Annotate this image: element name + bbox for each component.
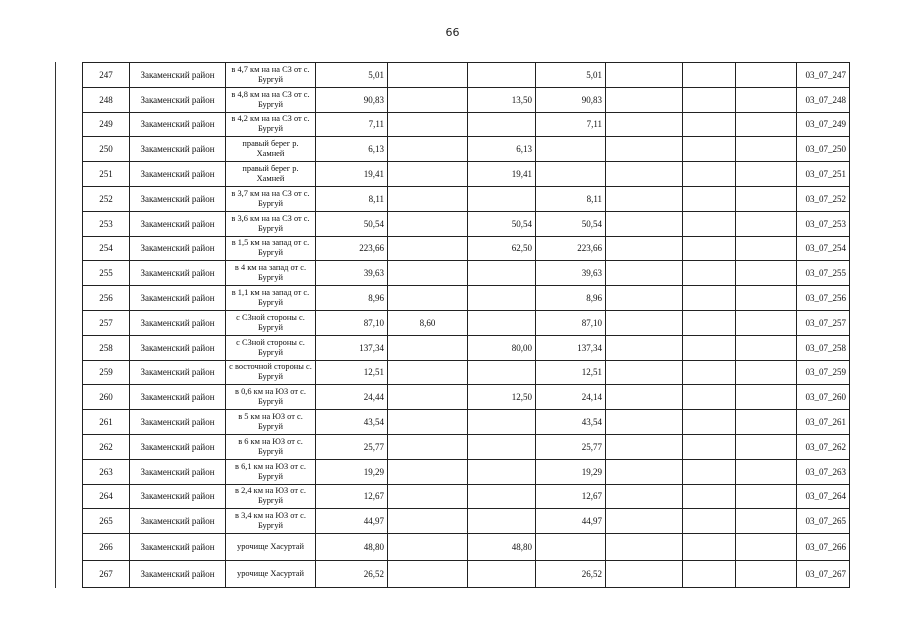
district-cell: Закаменский район [130,236,226,261]
area-col-c-cell: 50,54 [536,211,606,236]
district-cell: Закаменский район [130,360,226,385]
plot-code-cell: 03_07_258 [797,335,850,360]
district-cell: Закаменский район [130,410,226,435]
area-col-c-cell: 8,11 [536,186,606,211]
total-area-cell: 223,66 [316,236,388,261]
total-area-cell: 26,52 [316,561,388,588]
row-number: 250 [83,137,130,162]
area-col-f-cell [736,385,797,410]
area-col-f-cell [736,410,797,435]
area-col-a-cell: 8,60 [388,310,468,335]
area-col-b-cell [468,360,536,385]
location-cell: в 1,1 км на запад от с. Бургуй [226,286,316,311]
table-row [83,434,850,459]
table-row [83,410,850,435]
area-col-b-cell [468,310,536,335]
area-col-c-cell: 19,29 [536,459,606,484]
row-number: 257 [83,310,130,335]
area-col-a-cell [388,335,468,360]
area-col-e-cell [683,310,736,335]
area-col-d-cell [606,186,683,211]
area-col-d-cell [606,434,683,459]
total-area-cell: 137,34 [316,335,388,360]
table-row [83,211,850,236]
area-col-e-cell [683,459,736,484]
area-col-e-cell [683,410,736,435]
row-number: 254 [83,236,130,261]
plot-code-cell: 03_07_249 [797,112,850,137]
plot-code-cell: 03_07_252 [797,186,850,211]
area-col-d-cell [606,261,683,286]
district-cell: Закаменский район [130,561,226,588]
area-col-e-cell [683,484,736,509]
area-col-e-cell [683,561,736,588]
table-row [83,310,850,335]
area-col-b-cell: 80,00 [468,335,536,360]
area-col-b-cell [468,434,536,459]
table-row [83,286,850,311]
location-cell: в 4 км на запад от с. Бургуй [226,261,316,286]
area-col-b-cell: 6,13 [468,137,536,162]
area-col-a-cell [388,236,468,261]
district-cell: Закаменский район [130,534,226,561]
area-col-f-cell [736,335,797,360]
table-row [83,459,850,484]
total-area-cell: 43,54 [316,410,388,435]
district-cell: Закаменский район [130,87,226,112]
area-col-b-cell [468,63,536,88]
area-col-a-cell [388,410,468,435]
area-col-b-cell [468,261,536,286]
table-row [83,186,850,211]
area-col-f-cell [736,236,797,261]
row-number: 253 [83,211,130,236]
area-col-c-cell: 43,54 [536,410,606,435]
row-number: 251 [83,162,130,187]
table-row [83,87,850,112]
area-col-c-cell: 12,67 [536,484,606,509]
total-area-cell: 44,97 [316,509,388,534]
area-col-a-cell [388,360,468,385]
area-col-b-cell [468,112,536,137]
total-area-cell: 7,11 [316,112,388,137]
total-area-cell: 87,10 [316,310,388,335]
area-col-f-cell [736,459,797,484]
area-col-d-cell [606,360,683,385]
plot-code-cell: 03_07_264 [797,484,850,509]
area-col-d-cell [606,87,683,112]
area-col-a-cell [388,63,468,88]
area-col-c-cell: 44,97 [536,509,606,534]
district-cell: Закаменский район [130,385,226,410]
area-col-c-cell: 90,83 [536,87,606,112]
plot-code-cell: 03_07_248 [797,87,850,112]
area-col-b-cell: 62,50 [468,236,536,261]
area-col-e-cell [683,162,736,187]
area-col-b-cell [468,561,536,588]
area-col-c-cell [536,162,606,187]
table-row [83,360,850,385]
area-col-a-cell [388,261,468,286]
location-cell: в 3,7 км на на СЗ от с. Бургуй [226,186,316,211]
area-col-f-cell [736,434,797,459]
district-cell: Закаменский район [130,310,226,335]
area-col-d-cell [606,385,683,410]
row-number: 265 [83,509,130,534]
total-area-cell: 12,51 [316,360,388,385]
area-col-d-cell [606,63,683,88]
area-col-f-cell [736,310,797,335]
district-cell: Закаменский район [130,459,226,484]
total-area-cell: 50,54 [316,211,388,236]
district-cell: Закаменский район [130,63,226,88]
total-area-cell: 19,29 [316,459,388,484]
area-col-e-cell [683,434,736,459]
plot-code-cell: 03_07_261 [797,410,850,435]
area-col-b-cell [468,509,536,534]
area-col-a-cell [388,561,468,588]
area-col-d-cell [606,310,683,335]
location-cell: в 2,4 км на ЮЗ от с. Бургуй [226,484,316,509]
area-col-f-cell [736,162,797,187]
district-cell: Закаменский район [130,112,226,137]
area-col-f-cell [736,286,797,311]
total-area-cell: 48,80 [316,534,388,561]
plot-code-cell: 03_07_266 [797,534,850,561]
area-col-e-cell [683,385,736,410]
area-col-f-cell [736,137,797,162]
area-col-e-cell [683,236,736,261]
area-col-e-cell [683,335,736,360]
plot-code-cell: 03_07_265 [797,509,850,534]
area-col-b-cell: 48,80 [468,534,536,561]
area-col-b-cell [468,186,536,211]
area-col-b-cell: 13,50 [468,87,536,112]
location-cell: урочище Хасуртай [226,561,316,588]
location-cell: в 4,8 км на на СЗ от с. Бургуй [226,87,316,112]
area-col-d-cell [606,534,683,561]
total-area-cell: 8,11 [316,186,388,211]
plot-code-cell: 03_07_260 [797,385,850,410]
district-cell: Закаменский район [130,434,226,459]
plot-code-cell: 03_07_257 [797,310,850,335]
area-col-a-cell [388,186,468,211]
district-cell: Закаменский район [130,186,226,211]
area-col-a-cell [388,509,468,534]
row-number: 248 [83,87,130,112]
area-col-b-cell: 12,50 [468,385,536,410]
row-number: 247 [83,63,130,88]
total-area-cell: 39,63 [316,261,388,286]
area-col-f-cell [736,360,797,385]
plot-code-cell: 03_07_254 [797,236,850,261]
total-area-cell: 25,77 [316,434,388,459]
district-cell: Закаменский район [130,484,226,509]
area-col-f-cell [736,186,797,211]
area-col-e-cell [683,360,736,385]
location-cell: урочище Хасуртай [226,534,316,561]
area-col-d-cell [606,286,683,311]
area-col-a-cell [388,286,468,311]
location-cell: в 1,5 км на запад от с. Бургуй [226,236,316,261]
location-cell: в 0,6 км на ЮЗ от с. Бургуй [226,385,316,410]
area-col-e-cell [683,186,736,211]
district-cell: Закаменский район [130,162,226,187]
row-number: 266 [83,534,130,561]
area-col-a-cell [388,137,468,162]
location-cell: в 3,6 км на на СЗ от с. Бургуй [226,211,316,236]
plot-code-cell: 03_07_259 [797,360,850,385]
area-col-f-cell [736,211,797,236]
row-number: 258 [83,335,130,360]
area-col-f-cell [736,534,797,561]
area-col-c-cell: 12,51 [536,360,606,385]
area-col-e-cell [683,112,736,137]
table-row [83,112,850,137]
total-area-cell: 24,44 [316,385,388,410]
district-cell: Закаменский район [130,211,226,236]
location-cell: с СЗной стороны с. Бургуй [226,310,316,335]
row-number: 263 [83,459,130,484]
table-row [83,162,850,187]
table-row [83,137,850,162]
area-col-e-cell [683,87,736,112]
area-col-a-cell [388,459,468,484]
area-col-f-cell [736,63,797,88]
page-number: 66 [445,26,460,39]
location-cell: в 5 км на ЮЗ от с. Бургуй [226,410,316,435]
area-col-a-cell [388,87,468,112]
total-area-cell: 5,01 [316,63,388,88]
area-col-d-cell [606,236,683,261]
area-col-d-cell [606,561,683,588]
location-cell: правый берег р. Хамней [226,137,316,162]
location-cell: с СЗной стороны с. Бургуй [226,335,316,360]
row-number: 259 [83,360,130,385]
location-cell: в 3,4 км на ЮЗ от с. Бургуй [226,509,316,534]
area-col-b-cell [468,484,536,509]
area-col-d-cell [606,162,683,187]
district-cell: Закаменский район [130,137,226,162]
area-col-c-cell: 25,77 [536,434,606,459]
area-col-d-cell [606,484,683,509]
area-col-d-cell [606,410,683,435]
area-col-c-cell [536,534,606,561]
table-row [83,335,850,360]
area-col-c-cell: 5,01 [536,63,606,88]
area-col-e-cell [683,137,736,162]
area-col-c-cell: 24,14 [536,385,606,410]
total-area-cell: 90,83 [316,87,388,112]
plot-code-cell: 03_07_263 [797,459,850,484]
row-number: 267 [83,561,130,588]
area-col-a-cell [388,385,468,410]
location-cell: в 6 км на ЮЗ от с. Бургуй [226,434,316,459]
row-number: 255 [83,261,130,286]
row-number: 256 [83,286,130,311]
location-cell: с восточной стороны с. Бургуй [226,360,316,385]
area-col-f-cell [736,484,797,509]
area-col-a-cell [388,162,468,187]
area-col-c-cell: 39,63 [536,261,606,286]
area-col-d-cell [606,137,683,162]
district-cell: Закаменский район [130,509,226,534]
plot-code-cell: 03_07_251 [797,162,850,187]
row-number: 264 [83,484,130,509]
area-col-f-cell [736,87,797,112]
area-col-b-cell: 50,54 [468,211,536,236]
district-cell: Закаменский район [130,286,226,311]
area-col-f-cell [736,261,797,286]
area-col-d-cell [606,112,683,137]
table-row [83,561,850,588]
area-col-a-cell [388,112,468,137]
location-cell: в 4,2 км на на СЗ от с. Бургуй [226,112,316,137]
area-col-e-cell [683,509,736,534]
district-cell: Закаменский район [130,335,226,360]
area-col-a-cell [388,484,468,509]
area-col-e-cell [683,211,736,236]
area-col-b-cell [468,410,536,435]
location-cell: правый берег р. Хамней [226,162,316,187]
area-col-b-cell: 19,41 [468,162,536,187]
area-col-d-cell [606,335,683,360]
area-col-c-cell: 7,11 [536,112,606,137]
area-col-d-cell [606,509,683,534]
total-area-cell: 8,96 [316,286,388,311]
area-col-a-cell [388,534,468,561]
area-col-b-cell [468,286,536,311]
district-cell: Закаменский район [130,261,226,286]
area-col-f-cell [736,561,797,588]
area-col-f-cell [736,509,797,534]
table-row [83,484,850,509]
plot-code-cell: 03_07_253 [797,211,850,236]
area-col-c-cell: 87,10 [536,310,606,335]
area-col-d-cell [606,211,683,236]
area-col-a-cell [388,434,468,459]
area-col-e-cell [683,286,736,311]
row-number: 252 [83,186,130,211]
row-number: 261 [83,410,130,435]
row-number: 260 [83,385,130,410]
row-number: 262 [83,434,130,459]
total-area-cell: 19,41 [316,162,388,187]
plot-code-cell: 03_07_262 [797,434,850,459]
table-row [83,63,850,88]
area-col-c-cell [536,137,606,162]
area-col-f-cell [736,112,797,137]
area-col-c-cell: 8,96 [536,286,606,311]
area-col-d-cell [606,459,683,484]
area-col-c-cell: 223,66 [536,236,606,261]
plot-code-cell: 03_07_267 [797,561,850,588]
area-col-e-cell [683,63,736,88]
plot-code-cell: 03_07_250 [797,137,850,162]
area-col-c-cell: 26,52 [536,561,606,588]
location-cell: в 6,1 км на ЮЗ от с. Бургуй [226,459,316,484]
area-col-e-cell [683,261,736,286]
plot-code-cell: 03_07_247 [797,63,850,88]
area-col-e-cell [683,534,736,561]
total-area-cell: 12,67 [316,484,388,509]
plot-code-cell: 03_07_256 [797,286,850,311]
area-col-c-cell: 137,34 [536,335,606,360]
table-row [83,509,850,534]
table-row [83,236,850,261]
row-number: 249 [83,112,130,137]
table-row [83,385,850,410]
area-col-a-cell [388,211,468,236]
left-margin-line [55,62,56,588]
land-plots-table [82,62,850,588]
table-row [83,534,850,561]
area-col-b-cell [468,459,536,484]
total-area-cell: 6,13 [316,137,388,162]
location-cell: в 4,7 км на на СЗ от с. Бургуй [226,63,316,88]
plot-code-cell: 03_07_255 [797,261,850,286]
table-row [83,261,850,286]
